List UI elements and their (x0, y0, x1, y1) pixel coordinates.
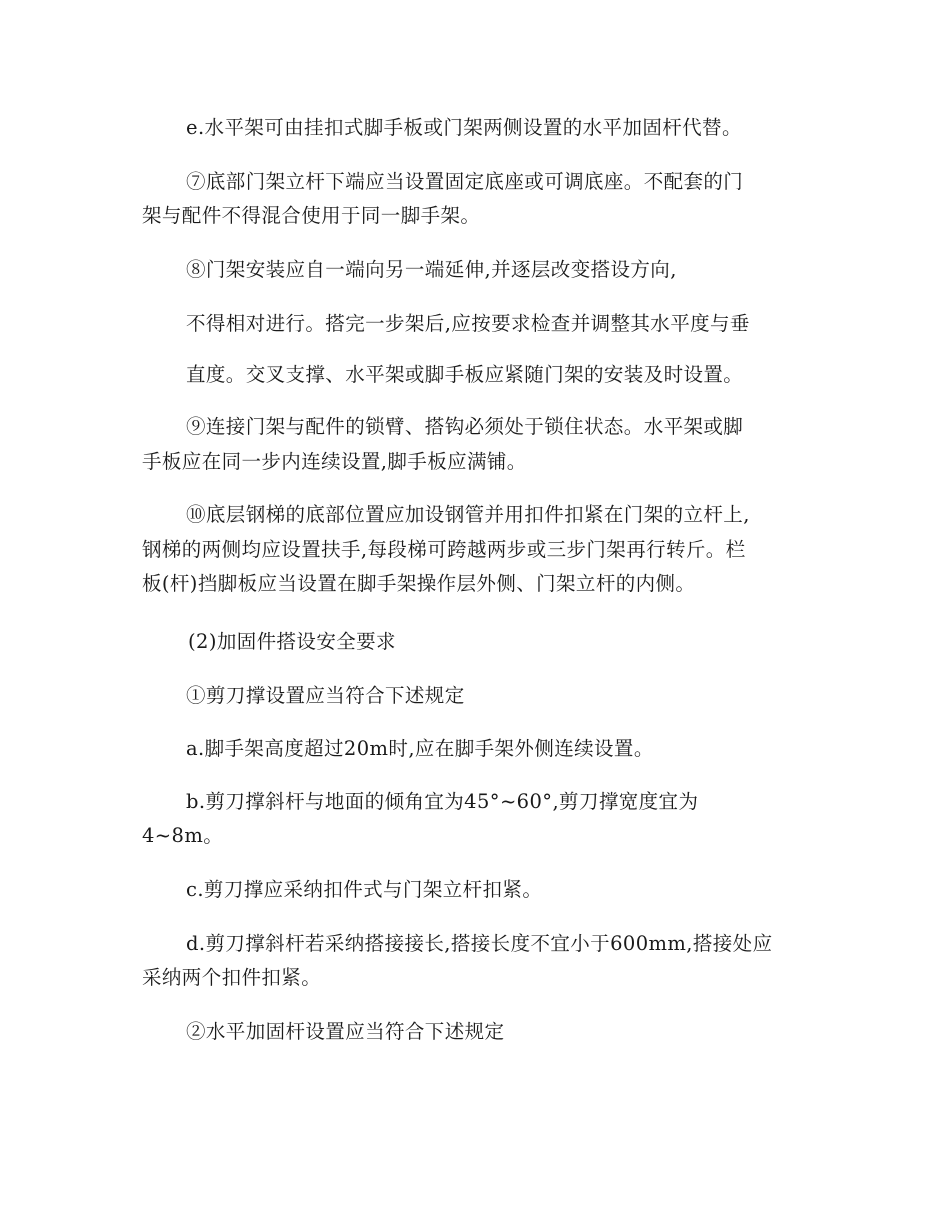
paragraph-line: ②水平加固杆设置应当符合下述规定 (186, 1020, 505, 1043)
paragraph-line: 采纳两个扣件扣紧。 (142, 966, 322, 989)
paragraph-line: a.脚手架高度超过20m时,应在脚手架外侧连续设置。 (186, 737, 654, 760)
paragraph-line: ⑩底层钢梯的底部位置应加设钢管并用扣件扣紧在门架的立杆上, (186, 503, 750, 526)
paragraph-line: ⑦底部门架立杆下端应当设置固定底座或可调底座。不配套的门 (186, 170, 744, 193)
section-heading: (2)加固件搭设安全要求 (188, 630, 396, 653)
paragraph-line: c.剪刀撑应采纳扣件式与门架立杆扣紧。 (186, 878, 543, 901)
paragraph-line: 4~8m。 (142, 824, 224, 847)
paragraph-line: ①剪刀撑设置应当符合下述规定 (186, 684, 465, 707)
paragraph-line: b.剪刀撑斜杆与地面的倾角宜为45°~60°,剪刀撑宽度宜为 (186, 790, 699, 813)
paragraph-line: 手板应在同一步内连续设置,脚手板应满铺。 (142, 450, 527, 473)
paragraph-line: d.剪刀撑斜杆若采纳搭接接长,搭接长度不宜小于600mm,搭接处应 (186, 932, 773, 955)
paragraph-line: 不得相对进行。搭完一步架后,应按要求检查并调整其水平度与垂 (186, 312, 750, 335)
paragraph-line: 板(杆)挡脚板应当设置在脚手架操作层外侧、门架立杆的内侧。 (142, 572, 696, 595)
paragraph-line: 钢梯的两侧均应设置扶手,每段梯可跨越两步或三步门架再行转斤。栏 (142, 538, 746, 561)
paragraph-line: 架与配件不得混合使用于同一脚手架。 (142, 204, 481, 227)
paragraph-line: 直度。交叉支撑、水平架或脚手板应紧随门架的安装及时设置。 (186, 363, 744, 386)
paragraph-line: ⑨连接门架与配件的锁臂、搭钩必须处于锁住状态。水平架或脚 (186, 415, 744, 438)
paragraph-line: ⑧门架安装应自一端向另一端延伸,并逐层改变搭设方向, (186, 258, 677, 281)
paragraph-line: e.水平架可由挂扣式脚手板或门架两侧设置的水平加固杆代替。 (186, 116, 742, 139)
